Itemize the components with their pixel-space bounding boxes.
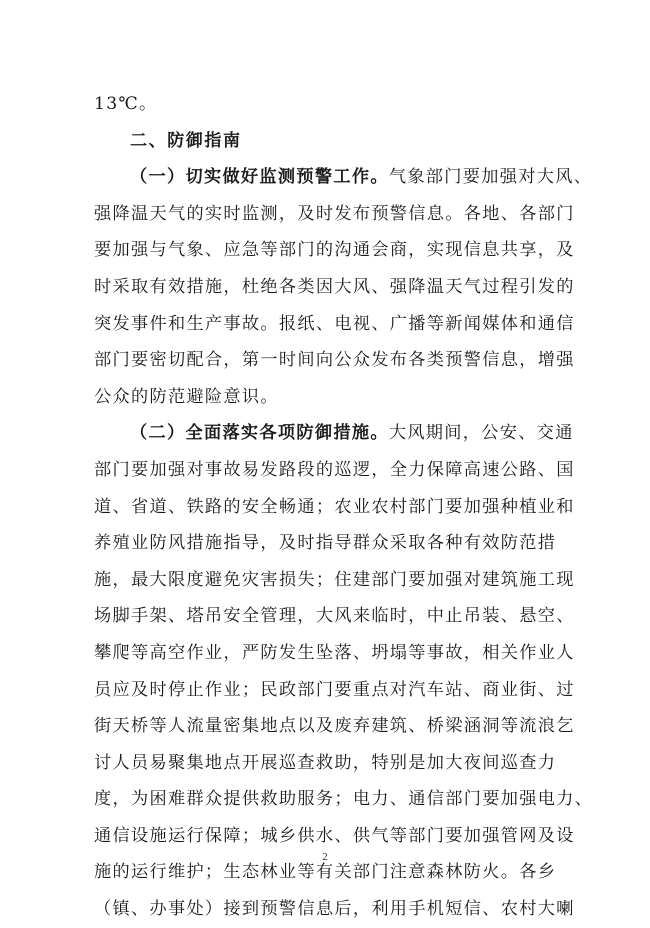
text-line: 公众的防范避险意识。 [94, 386, 279, 407]
text-line: 讨人员易聚集地点开展巡查救助，特别是加大夜间巡查力 [94, 752, 557, 773]
text-line: 部门要密切配合，第一时间向公众发布各类预警信息，增强 [94, 350, 575, 371]
text-line: 街天桥等人流量密集地点以及废弃建筑、桥梁涵洞等流浪乞 [94, 716, 575, 737]
text-line: 13℃。 [94, 94, 158, 114]
text-line: 攀爬等高空作业，严防发生坠落、坍塌等事故，相关作业人 [94, 642, 575, 663]
paragraph-first-line [94, 415, 574, 452]
text-run: 大风期间，公安、交通 [388, 423, 574, 444]
text-line: 部门要加强对事故易发路段的巡逻，全力保障高速公路、国 [94, 459, 575, 480]
text-line: 养殖业防风措施指导，及时指导群众采取各种有效防范措 [94, 533, 557, 554]
text-line: 道、省道、铁路的安全畅通；农业农村部门要加强种植业和 [94, 496, 575, 517]
subsection-heading: （一）切实做好监测预警工作。 [130, 167, 389, 188]
paragraph-first-line [94, 159, 593, 196]
text-line: 要加强与气象、应急等部门的沟通会商，实现信息共享，及 [94, 240, 575, 261]
document-body [94, 86, 594, 928]
text-line: 场脚手架、塔吊安全管理，大风来临时，中止吊装、悬空、 [94, 606, 575, 627]
text-line: 突发事件和生产事故。报纸、电视、广播等新闻媒体和通信 [94, 313, 575, 334]
text-run: 气象部门要加强对大风、 [388, 167, 593, 188]
text-line: 通信设施运行保障；城乡供水、供气等部门要加强管网及设 [94, 825, 575, 846]
text-line: 时采取有效措施，杜绝各类因大风、强降温天气过程引发的 [94, 276, 575, 297]
text-line: 员应及时停止作业；民政部门要重点对汽车站、商业街、过 [94, 679, 575, 700]
text-line: 强降温天气的实时监测，及时发布预警信息。各地、各部门 [94, 203, 575, 224]
text-line: 施的运行维护；生态林业等有关部门注意森林防火。各乡 [94, 862, 557, 883]
page-number: 2 [322, 851, 328, 863]
text-line: （镇、办事处）接到预警信息后，利用手机短信、农村大喇 [94, 899, 575, 920]
text-line: 度，为困难群众提供救助服务；电力、通信部门要加强电力、 [94, 789, 594, 810]
text-line: 施，最大限度避免灾害损失；住建部门要加强对建筑施工现 [94, 569, 575, 590]
subsection-heading: （二）全面落实各项防御措施。 [130, 423, 389, 444]
section-heading: 二、防御指南 [130, 130, 242, 151]
